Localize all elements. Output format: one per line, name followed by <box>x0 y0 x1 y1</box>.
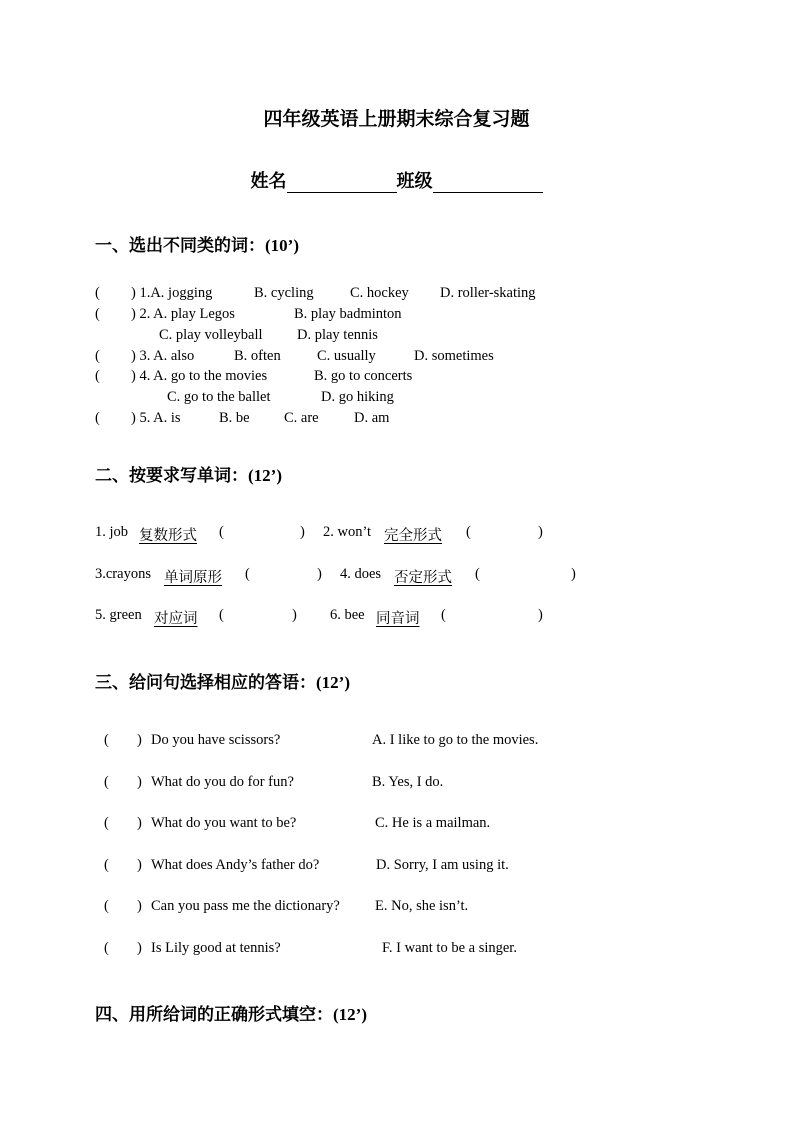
s1-q5-b: B. be <box>219 410 250 426</box>
s1-q4-stem: ) 4. A. go to the movies <box>131 368 268 384</box>
s2-item2-open[interactable]: ( <box>466 524 471 540</box>
s2-item5-close: ) <box>292 607 297 623</box>
s2-item4-word: 4. does <box>340 566 382 582</box>
s2-item6-open[interactable]: ( <box>441 607 446 623</box>
s3-q2-question: What do you do for fun? <box>151 774 294 790</box>
s2-item6-word: 6. bee <box>330 607 365 623</box>
s1-q2-stem: ) 2. A. play Legos <box>131 306 235 322</box>
s2-item3-close: ) <box>317 566 322 582</box>
s2-item2-close: ) <box>538 524 543 540</box>
s3-a5-answer: E. No, she isn’t. <box>375 898 469 914</box>
s1-q5-c: C. are <box>284 410 319 426</box>
s1-q5-open: ( <box>95 410 100 426</box>
s1-q2-open: ( <box>95 306 100 322</box>
s2-item4-close: ) <box>571 566 576 582</box>
page-title: 四年级英语上册期末综合复习题 <box>263 109 530 130</box>
s1-q1-d: D. roller-skating <box>440 285 536 301</box>
s2-item3-word: 3.crayons <box>95 566 151 582</box>
section1-heading: 一、选出不同类的词：(10’) <box>95 236 299 255</box>
s3-a6-answer: F. I want to be a singer. <box>382 940 517 956</box>
s3-q2-open[interactable]: ( <box>104 774 109 790</box>
s2-item2-word: 2. won’t <box>323 524 372 540</box>
s1-q1-b: B. cycling <box>254 285 314 301</box>
s1-q1-stem: ) 1.A. jogging <box>131 285 213 301</box>
s3-q3-question: What do you want to be? <box>151 815 297 831</box>
s3-q6-close: ) <box>137 940 142 956</box>
s2-item5-word: 5. green <box>95 607 142 623</box>
s3-a2-answer: B. Yes, I do. <box>372 774 444 790</box>
s1-q1-c: C. hockey <box>350 285 409 301</box>
s2-item5-open[interactable]: ( <box>219 607 224 623</box>
s1-q3-d: D. sometimes <box>414 348 494 364</box>
s3-q4-open[interactable]: ( <box>104 857 109 873</box>
s3-a1-answer: A. I like to go to the movies. <box>372 732 539 748</box>
s3-q6-open[interactable]: ( <box>104 940 109 956</box>
s2-item3-open[interactable]: ( <box>245 566 250 582</box>
name-label: 姓名 <box>250 171 287 191</box>
s3-q4-question: What does Andy’s father do? <box>151 857 320 873</box>
s1-q5-stem: ) 5. A. is <box>131 410 181 426</box>
s2-item4-open[interactable]: ( <box>475 566 480 582</box>
s1-q3-open: ( <box>95 348 100 364</box>
s1-q4-d: D. go hiking <box>321 389 394 405</box>
s3-q5-open[interactable]: ( <box>104 898 109 914</box>
s2-item6-req: 同音词 <box>376 611 420 627</box>
section4-heading: 四、用所给词的正确形式填空：(12’) <box>95 1005 367 1024</box>
s2-item1-word: 1. job <box>95 524 129 540</box>
s2-item6-close: ) <box>538 607 543 623</box>
s3-q3-close: ) <box>137 815 142 831</box>
s3-q5-question: Can you pass me the dictionary? <box>151 898 340 914</box>
s1-q3-c: C. usually <box>317 348 376 364</box>
s2-item1-close: ) <box>300 524 305 540</box>
s1-q3-b: B. often <box>234 348 281 364</box>
s1-q5-d: D. am <box>354 410 390 426</box>
s3-q4-close: ) <box>137 857 142 873</box>
name-class-row <box>0 167 793 193</box>
class-blank[interactable] <box>433 172 543 193</box>
s2-item5-req: 对应词 <box>154 611 198 627</box>
s3-q1-question: Do you have scissors? <box>151 732 281 748</box>
section3-heading: 三、给问句选择相应的答语：(12’) <box>95 673 350 692</box>
section2-heading: 二、按要求写单词：(12’) <box>95 466 282 485</box>
s2-item2-req: 完全形式 <box>384 528 442 544</box>
s3-a3-answer: C. He is a mailman. <box>375 815 491 831</box>
s1-q4-c: C. go to the ballet <box>167 389 271 405</box>
s2-item3-req: 单词原形 <box>164 570 222 586</box>
s3-q5-close: ) <box>137 898 142 914</box>
s2-item1-open[interactable]: ( <box>219 524 224 540</box>
name-blank[interactable] <box>287 172 397 193</box>
s2-item4-req: 否定形式 <box>394 570 452 586</box>
s3-q1-open[interactable]: ( <box>104 732 109 748</box>
s1-q2-b: B. play badminton <box>294 306 402 322</box>
s1-q4-b: B. go to concerts <box>314 368 413 384</box>
s3-q1-close: ) <box>137 732 142 748</box>
s3-a4-answer: D. Sorry, I am using it. <box>376 857 509 873</box>
s1-q4-open: ( <box>95 368 100 384</box>
s3-q2-close: ) <box>137 774 142 790</box>
s1-q2-d: D. play tennis <box>297 327 378 343</box>
s1-q1-open: ( <box>95 285 100 301</box>
s3-q6-question: Is Lily good at tennis? <box>151 940 281 956</box>
class-label: 班级 <box>396 171 433 191</box>
s3-q3-open[interactable]: ( <box>104 815 109 831</box>
s2-item1-req: 复数形式 <box>139 528 197 544</box>
s1-q3-stem: ) 3. A. also <box>131 348 195 364</box>
s1-q2-c: C. play volleyball <box>159 327 263 343</box>
